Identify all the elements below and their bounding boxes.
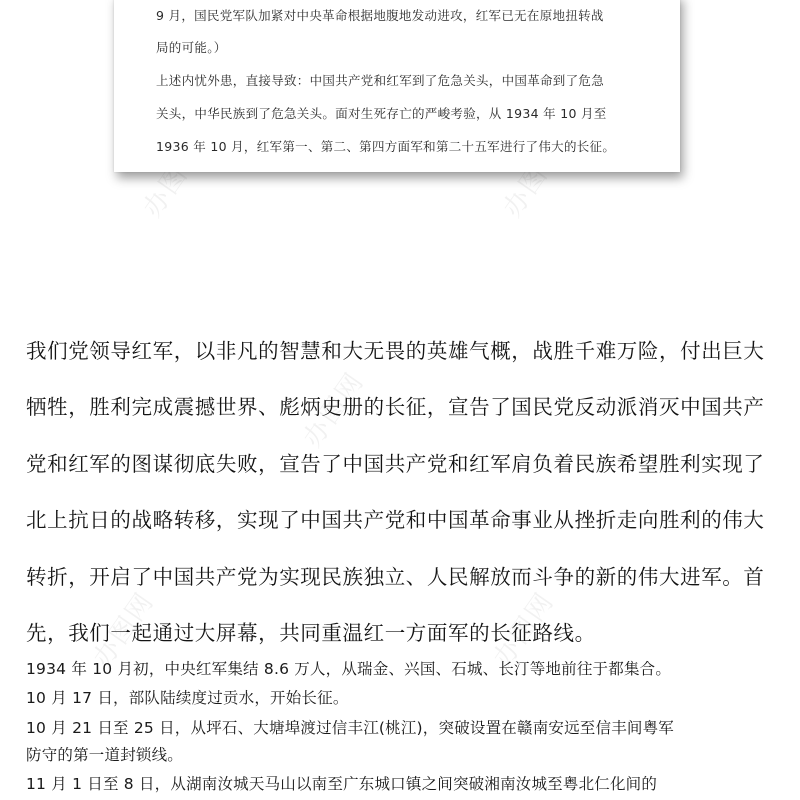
watermark: 办图网: [87, 586, 161, 673]
main-paragraph-line: 党和红军的图谋彻底失败，宣告了中国共产党和红军肩负着民族希望胜利实现了: [26, 452, 765, 476]
quoted-text-card: [114, 0, 680, 172]
main-paragraph-line: 牺牲，胜利完成震撼世界、彪炳史册的长征，宣告了国民党反动派消灭中国共产: [26, 395, 765, 419]
watermark: 办图网: [487, 586, 561, 673]
watermark: 办图网: [137, 136, 211, 223]
chronology-line: 10 月 17 日，部队陆续度过贡水，开始长征。: [26, 689, 349, 707]
watermark: 办图网: [297, 366, 371, 453]
main-paragraph-line: 北上抗日的战略转移，实现了中国共产党和中国革命事业从挫折走向胜利的伟大: [26, 508, 765, 532]
chronology-line: 11 月 1 日至 8 日，从湖南汝城天马山以南至广东城口镇之间突破湘南汝城至粤北仁化间的: [26, 775, 658, 793]
card-text-line: 1936 年 10 月，红军第一、第二、第四方面军和第二十五军进行了伟大的长征。: [156, 139, 616, 154]
card-text-line: 局的可能。）: [156, 40, 227, 55]
card-text-line: 上述内忧外患，直接导致：中国共产党和红军到了危急关头，中国革命到了危急: [156, 73, 605, 88]
main-paragraph-line: 先，我们一起通过大屏幕，共同重温红一方面军的长征路线。: [26, 621, 596, 645]
chronology-line: 10 月 21 日至 25 日，从坪石、大塘埠渡过信丰江(桃江)，突破设置在赣南安远至信丰间粤军: [26, 719, 675, 737]
chronology-line: 1934 年 10 月初，中央红军集结 8.6 万人，从瑞金、兴国、石城、长汀等地前往于都集合。: [26, 660, 672, 678]
card-text-line: 关头，中华民族到了危急关头。面对生死存亡的严峻考验，从 1934 年 10 月至: [156, 106, 607, 121]
chronology-line: 防守的第一道封锁线。: [26, 746, 184, 764]
main-paragraph-line: 转折，开启了中国共产党为实现民族独立、人民解放而斗争的新的伟大进军。首: [26, 565, 765, 589]
main-paragraph-line: 我们党领导红军，以非凡的智慧和大无畏的英雄气概，战胜千难万险，付出巨大: [26, 339, 765, 363]
card-text-line: 9 月，国民党军队加紧对中央革命根据地腹地发动进攻，红军已无在原地扭转战: [156, 8, 604, 23]
watermark: 办图网: [497, 136, 571, 223]
